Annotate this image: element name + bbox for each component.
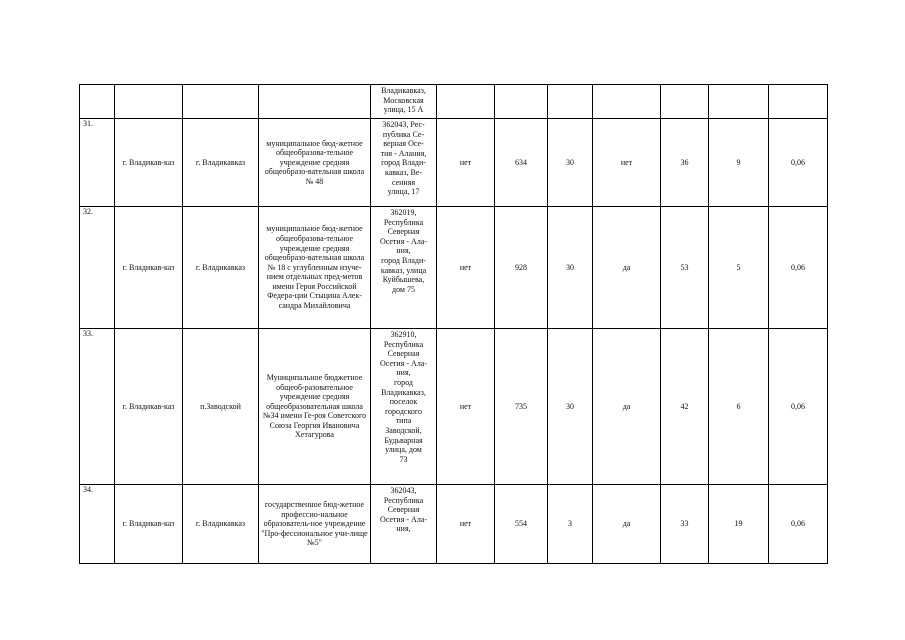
address-line: верная Осе- — [383, 139, 424, 149]
cell-c5: 42 — [661, 329, 709, 485]
cell-district — [115, 85, 183, 119]
address-line: Республика — [383, 339, 424, 349]
table-row-continued — [80, 85, 828, 119]
address-line: 362043, Рес- — [382, 120, 425, 129]
cell-locality: г. Владикавказ — [183, 207, 259, 329]
cell-district: г. Владикав-каз — [115, 485, 183, 564]
address-line: Куйбышева, — [382, 275, 425, 285]
cell-c7: 0,06 — [769, 329, 828, 485]
cell-c2: 554 — [495, 485, 548, 564]
cell-empty — [709, 85, 769, 119]
cell-c7: 0,06 — [769, 207, 828, 329]
address-line: улица, 15 А — [383, 105, 424, 115]
cell-c6: 5 — [709, 207, 769, 329]
address-line: город Влади- — [381, 158, 426, 168]
cell-c4: да — [593, 329, 661, 485]
address-line: улица, дом — [385, 445, 422, 455]
cell-district: г. Владикав-каз — [115, 207, 183, 329]
cell-district: г. Владикав-каз — [115, 329, 183, 485]
cell-name: государственное бюд-жетное профессио-нальное образователь-ное учреждение "Про-фессиональное учи-лище №5" — [259, 485, 371, 564]
cell-c1: нет — [437, 329, 495, 485]
cell-address — [371, 85, 437, 119]
cell-c7: 0,06 — [769, 119, 828, 207]
cell-locality: г. Владикавказ — [183, 485, 259, 564]
cell-c4: нет — [593, 119, 661, 207]
cell-c3: 30 — [548, 119, 593, 207]
cell-num: 34. — [80, 485, 115, 564]
address-line: Республика — [383, 495, 424, 505]
address-line: Республика — [383, 217, 424, 227]
cell-address — [371, 329, 437, 485]
table-row — [80, 207, 828, 329]
cell-c5: 36 — [661, 119, 709, 207]
address-line: Северная — [387, 349, 420, 359]
cell-name: муниципальное бюд-жетное общеобразова-тельное учреждение средняя общеобразо-вательная школа № 48 — [259, 119, 371, 207]
address-line: 362910, — [390, 330, 417, 339]
cell-empty — [495, 85, 548, 119]
cell-locality — [183, 85, 259, 119]
cell-c5: 33 — [661, 485, 709, 564]
address-line: Будьварная — [384, 435, 423, 445]
cell-district: г. Владикав-каз — [115, 119, 183, 207]
address-line: Владикавказ, — [381, 387, 426, 397]
address-line: 73 — [399, 454, 408, 464]
cell-name — [259, 85, 371, 119]
cell-c4: да — [593, 207, 661, 329]
address-line: публика Се- — [382, 129, 425, 139]
cell-c5: 53 — [661, 207, 709, 329]
cell-c1: нет — [437, 485, 495, 564]
cell-num — [80, 85, 115, 119]
cell-c6: 19 — [709, 485, 769, 564]
cell-num: 31. — [80, 119, 115, 207]
cell-name: муниципальное бюд-жетное общеобразова-тельное учреждение средняя общеобразо-вательная школа № 18 с углубленным изуче-нием отдельных пред-метов имени Героя Российской Федера-ции Стыцина Алек-сандра Михайловича — [259, 207, 371, 329]
address-line: 362043, — [390, 486, 417, 495]
cell-c2: 634 — [495, 119, 548, 207]
address-line: улица, 17 — [387, 187, 420, 197]
address-line: тия - Алания, — [380, 148, 427, 158]
cell-address — [371, 485, 437, 564]
cell-c1: нет — [437, 119, 495, 207]
address-line: типа — [395, 416, 412, 426]
cell-c3: 3 — [548, 485, 593, 564]
address-line: Северная — [387, 505, 420, 515]
address-line: ния, — [396, 246, 411, 256]
cell-empty — [437, 85, 495, 119]
cell-c1: нет — [437, 207, 495, 329]
address-line: город — [394, 377, 413, 387]
address-line: ния, — [396, 524, 411, 534]
address-line: Осетия - Ала- — [379, 236, 428, 246]
address-line: кавказ, Ве- — [384, 167, 423, 177]
cell-empty — [548, 85, 593, 119]
cell-locality: г. Владикавказ — [183, 119, 259, 207]
address-line: городского — [384, 406, 423, 416]
table-row — [80, 119, 828, 207]
cell-empty — [593, 85, 661, 119]
cell-c2: 928 — [495, 207, 548, 329]
address-line: дом 75 — [392, 284, 415, 294]
cell-c2: 735 — [495, 329, 548, 485]
table-row — [80, 485, 828, 564]
cell-locality: п.Заводской — [183, 329, 259, 485]
address-line: Осетия - Ала- — [379, 358, 428, 368]
cell-address — [371, 207, 437, 329]
cell-address — [371, 119, 437, 207]
address-line: ния, — [396, 368, 411, 378]
cell-c7: 0,06 — [769, 485, 828, 564]
address-line: Московская — [383, 95, 424, 105]
schools-table — [79, 84, 828, 564]
cell-empty — [769, 85, 828, 119]
cell-c6: 9 — [709, 119, 769, 207]
cell-name: Муниципальное бюджетное общеоб-разовательное учреждение средняя общеобразовательная школа №34 имени Ге-роя Советского Союза Георгия Ивановича Хетагурова — [259, 329, 371, 485]
cell-num: 33. — [80, 329, 115, 485]
address-line: Заводской, — [385, 425, 422, 435]
cell-c6: 6 — [709, 329, 769, 485]
cell-c3: 30 — [548, 329, 593, 485]
cell-c3: 30 — [548, 207, 593, 329]
address-line: город Влади- — [381, 255, 426, 265]
table-row — [80, 329, 828, 485]
cell-num: 32. — [80, 207, 115, 329]
cell-c4: да — [593, 485, 661, 564]
address-line: кавказ, улица — [380, 265, 427, 275]
cell-empty — [661, 85, 709, 119]
address-line: Осетия - Ала- — [379, 514, 428, 524]
address-line: сенняя — [391, 177, 416, 187]
address-line: Северная — [387, 227, 420, 237]
address-line: Владикавказ, — [381, 86, 426, 95]
address-line: поселок — [389, 397, 418, 407]
address-line: 362019, — [390, 208, 417, 217]
